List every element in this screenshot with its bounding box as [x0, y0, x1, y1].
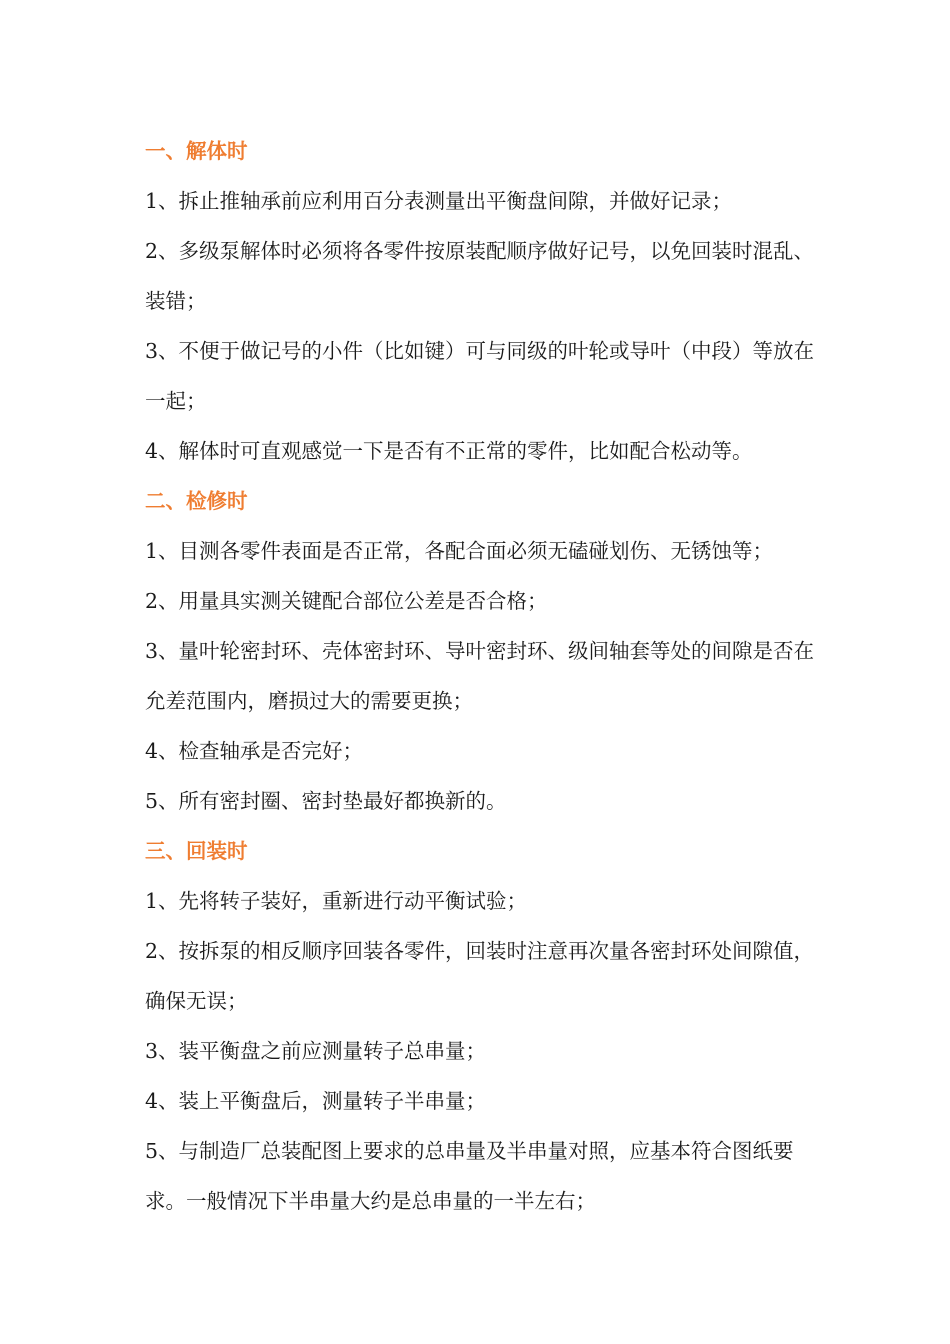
list-item: 3、量叶轮密封环、壳体密封环、导叶密封环、级间轴套等处的间隙是否在允差范围内，磨损过大的需要更换； — [145, 639, 815, 713]
list-item: 1、目测各零件表面是否正常，各配合面必须无磕碰划伤、无锈蚀等； — [145, 539, 774, 563]
section-disassembly — [145, 126, 825, 476]
section-heading: 三、回装时 — [145, 839, 248, 863]
section-heading: 一、解体时 — [145, 139, 248, 163]
list-item: 4、检查轴承是否完好； — [145, 739, 364, 763]
document-page — [145, 126, 825, 1226]
list-item: 4、装上平衡盘后，测量转子半串量； — [145, 1089, 487, 1113]
section-reassembly — [145, 826, 825, 1226]
list-item: 2、按拆泵的相反顺序回装各零件，回装时注意再次量各密封环处间隙值，确保无误； — [145, 939, 815, 1013]
section-inspection — [145, 476, 825, 826]
list-item: 3、不便于做记号的小件（比如键）可与同级的叶轮或导叶（中段）等放在一起； — [145, 339, 815, 413]
list-item: 4、解体时可直观感觉一下是否有不正常的零件，比如配合松动等。 — [145, 439, 753, 463]
list-item: 1、拆止推轴承前应利用百分表测量出平衡盘间隙，并做好记录； — [145, 189, 733, 213]
list-item: 2、多级泵解体时必须将各零件按原装配顺序做好记号，以免回装时混乱、装错； — [145, 239, 815, 313]
section-heading: 二、检修时 — [145, 489, 248, 513]
list-item: 1、先将转子装好，重新进行动平衡试验； — [145, 889, 528, 913]
list-item: 2、用量具实测关键配合部位公差是否合格； — [145, 589, 548, 613]
list-item: 3、装平衡盘之前应测量转子总串量； — [145, 1039, 487, 1063]
list-item: 5、所有密封圈、密封垫最好都换新的。 — [145, 789, 507, 813]
list-item: 5、与制造厂总装配图上要求的总串量及半串量对照，应基本符合图纸要求。一般情况下半串量大约是总串量的一半左右； — [145, 1139, 794, 1213]
